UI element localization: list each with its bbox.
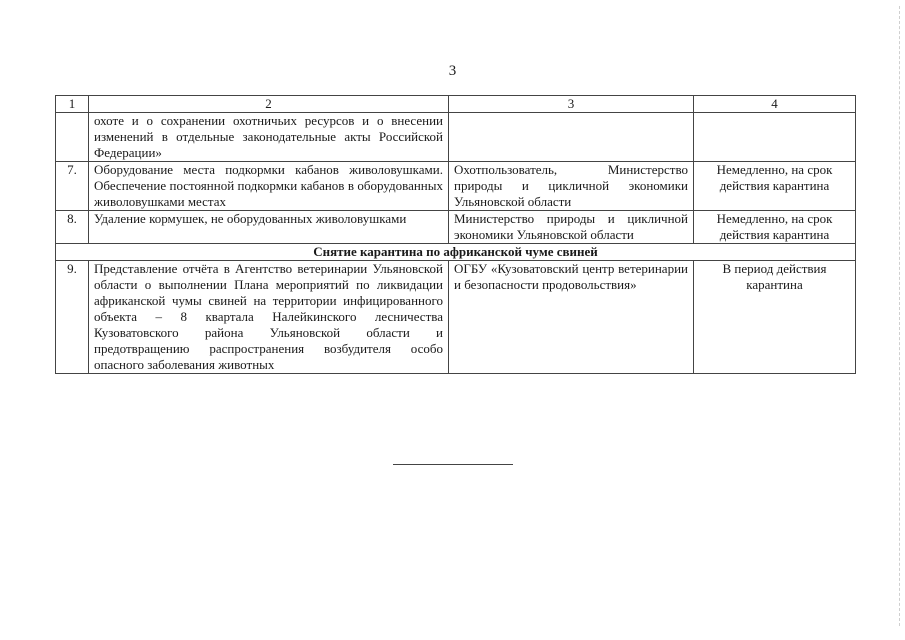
measure-cell: охоте и о сохранении охотничьих ресурсов и о внесении изменений в отдельные законодательные акты Российской Федерации»: [89, 113, 449, 162]
row-number: [56, 113, 89, 162]
executor-cell: Министерство природы и цикличной экономики Ульяновской области: [449, 211, 694, 244]
row-number: 8.: [56, 211, 89, 244]
row-number: 7.: [56, 162, 89, 211]
section-title: Снятие карантина по африканской чуме свиней: [56, 244, 856, 261]
column-header: 3: [449, 96, 694, 113]
executor-cell: ОГБУ «Кузоватовский центр ветеринарии и безопасности продовольствия»: [449, 261, 694, 374]
column-header: 4: [694, 96, 856, 113]
executor-cell: Охотпользователь, Министерство природы и цикличной экономики Ульяновской области: [449, 162, 694, 211]
end-divider-line: [393, 464, 513, 465]
deadline-cell: Немедленно, на срок действия карантина: [694, 211, 856, 244]
table-row: [56, 261, 856, 374]
table-row: [56, 113, 856, 162]
page-number: 3: [448, 63, 457, 79]
measure-cell: Удаление кормушек, не оборудованных живоловушками: [89, 211, 449, 244]
measures-table: [55, 95, 856, 374]
measure-cell: Представление отчёта в Агентство ветеринарии Ульяновской области о выполнении Плана мероприятий по ликвидации африканской чумы свиней на территории инфицированного объекта – 8 квартала Налейкинского лесничества Кузоватовского района Ульяновской области и предотвращению распространения возбудителя особо опасного заболевания животных: [89, 261, 449, 374]
column-header: 1: [56, 96, 89, 113]
column-header: 2: [89, 96, 449, 113]
measure-cell: Оборудование места подкормки кабанов живоловушками. Обеспечение постоянной подкормки кабанов в оборудованных живоловушками местах: [89, 162, 449, 211]
deadline-cell: Немедленно, на срок действия карантина: [694, 162, 856, 211]
row-number: 9.: [56, 261, 89, 374]
table-row: [56, 162, 856, 211]
executor-cell: [449, 113, 694, 162]
table-header-row: [56, 96, 856, 113]
scan-edge-mark: [899, 6, 901, 626]
deadline-cell: [694, 113, 856, 162]
section-row: [56, 244, 856, 261]
deadline-cell: В период действия карантина: [694, 261, 856, 374]
table-row: [56, 211, 856, 244]
